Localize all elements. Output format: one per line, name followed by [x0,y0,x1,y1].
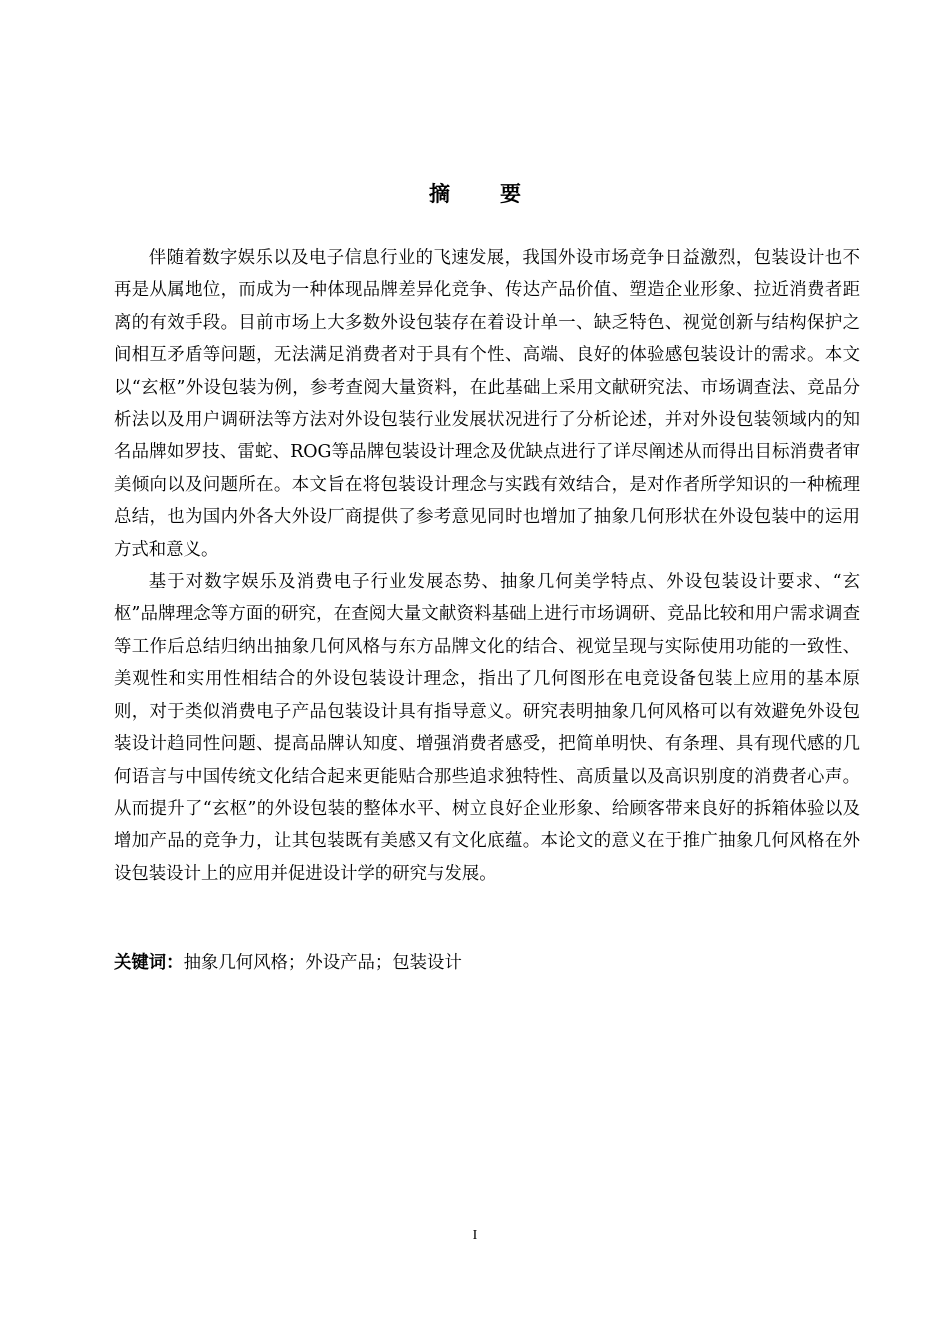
keywords-line [114,948,860,978]
page-number: I [472,1228,478,1243]
page-title-char-1: 摘 [429,182,450,206]
keywords-label: 关键词： [114,953,184,973]
abstract-paragraph-1: 伴随着数字娱乐以及电子信息行业的飞速发展，我国外设市场竞争日益激烈，包装设计也不再是从属地位，而成为一种体现品牌差异化竞争、传达产品价值、塑造企业形象、拉近消费者距离的有效手段。目前市场上大多数外设包装存在着设计单一、缺乏特色、视觉创新与结构保护之间相互矛盾等问题，无法满足消费者对于具有个性、高端、良好的体验感包装设计的需求。本文以“玄枢”外设包装为例，参考查阅大量资料，在此基础上采用文献研究法、市场调查法、竞品分析法以及用户调研法等方法对外设包装行业发展状况进行了分析论述，并对外设包装领域内的知名品牌如罗技、雷蛇、ROG等品牌包装设计理念及优缺点进行了详尽阐述从而得出目标消费者审美倾向以及问题所在。本文旨在将包装设计理念与实践有效结合，是对作者所学知识的一种梳理总结，也为国内外各大外设厂商提供了参考意见同时也增加了抽象几何形状在外设包装中的运用方式和意义。 [114,248,860,560]
abstract-body [114,242,860,890]
page-title-char-2: 要 [500,182,521,206]
keywords-value: 抽象几何风格；外设产品；包装设计 [183,953,462,973]
abstract-paragraph-2: 基于对数字娱乐及消费电子行业发展态势、抽象几何美学特点、外设包装设计要求、“玄枢”品牌理念等方面的研究，在查阅大量文献资料基础上进行市场调研、竞品比较和用户需求调查等工作后总结归纳出抽象几何风格与东方品牌文化的结合、视觉呈现与实际使用功能的一致性、美观性和实用性相结合的外设包装设计理念，指出了几何图形在电竞设备包装上应用的基本原则，对于类似消费电子产品包装设计具有指导意义。研究表明抽象几何风格可以有效避免外设包装设计趋同性问题、提高品牌认知度、增强消费者感受，把简单明快、有条理、具有现代感的几何语言与中国传统文化结合起来更能贴合那些追求独特性、高质量以及高识别度的消费者心声。从而提升了“玄枢”的外设包装的整体水平、树立良好企业形象、给顾客带来良好的拆箱体验以及增加产品的竞争力，让其包装既有美感又有文化底蕴。本论文的意义在于推广抽象几何风格在外设包装设计上的应用并促进设计学的研究与发展。 [114,572,860,884]
page-title [0,178,950,210]
